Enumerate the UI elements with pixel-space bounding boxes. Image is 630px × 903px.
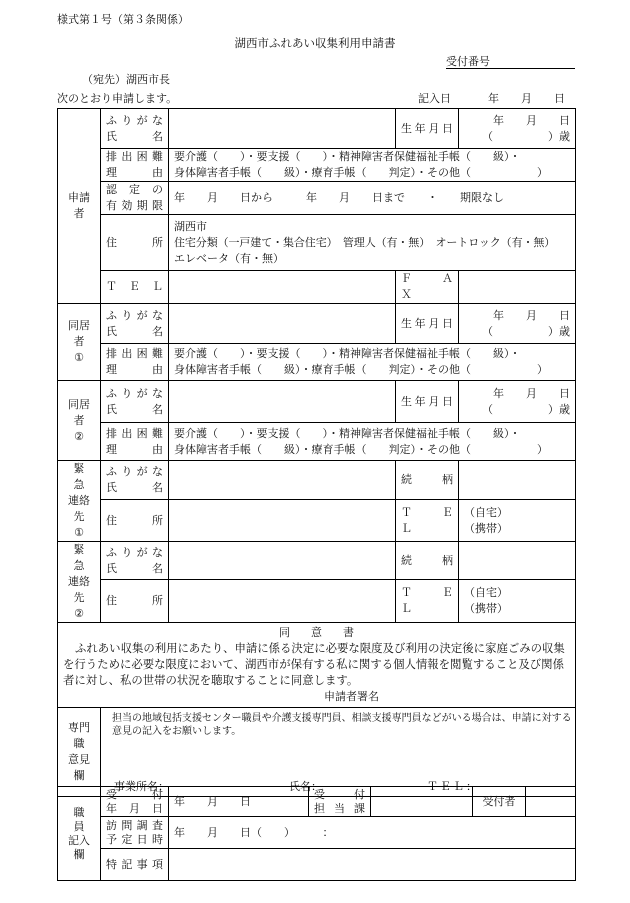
- home-phone-label: （自宅）: [464, 506, 508, 519]
- relationship-label-text: 続 柄: [401, 554, 453, 567]
- birth-ymd: 年 月 日: [493, 309, 570, 322]
- difficulty-line-1: 要介護（ ）・要支援（ ）・精神障害者保健福祉手帳（ 級）・: [174, 151, 521, 163]
- cohabitant-2-difficulty-label: [101, 423, 169, 461]
- cohabitant-2-name-label: [101, 381, 169, 423]
- signature-label: 申請者署名: [324, 691, 379, 703]
- emergency-2-label-2: 連絡先: [68, 576, 90, 604]
- received-dept-label-1: 受 付: [314, 788, 365, 801]
- received-dept-field: [371, 787, 473, 817]
- emergency-1-label-2: 連絡先: [68, 495, 90, 523]
- address-line-2: 住宅分類（一戸建て・集合住宅） 管理人（有・無） オートロック（有・無）: [174, 236, 556, 249]
- fax-label-text: Ｆ Ａ Ｘ: [401, 273, 464, 301]
- furigana-label: ふりがな: [106, 114, 163, 127]
- professional-instruction-line-1: 担当の地域包括支援センター職員や介護支援専門員、相談支援専門員などがいる場合は、申請に対する: [112, 712, 572, 724]
- emergency-1-tel-field: [459, 500, 576, 542]
- cohabitant-1-section-label: [58, 304, 101, 381]
- mobile-phone-label: （携帯）: [464, 603, 508, 616]
- application-table: [57, 108, 576, 797]
- difficulty-line-1: 要介護（ ）・要支援（ ）・精神障害者保健福祉手帳（ 級）・: [174, 348, 521, 360]
- consent-line-3: 者に対し、私の世帯の状況を聴取することに同意します。: [63, 675, 359, 687]
- birthdate-label-text: 生年月日: [401, 122, 453, 135]
- staff-section-label: [58, 787, 101, 881]
- cohabitant-1-number: ①: [74, 352, 84, 364]
- professional-row: [58, 708, 576, 797]
- applicant-name-row: [58, 109, 576, 149]
- professional-opinion-field: [101, 708, 576, 797]
- emergency-2-address-label: [101, 580, 169, 623]
- applicant-tel-row: [58, 271, 576, 304]
- staff-label-2: 記入欄: [68, 834, 90, 861]
- cohabitant-1-birthdate-field: [459, 304, 576, 344]
- entry-date-fields: 年 月 日: [488, 93, 565, 105]
- applicant-name-field: [169, 109, 396, 149]
- applicant-fax-field: [459, 271, 576, 304]
- emergency-2-name-label: [101, 542, 169, 580]
- applicant-difficulty-label: [101, 149, 169, 182]
- emergency-1-address-row: [58, 500, 576, 542]
- applicant-fax-label: [396, 271, 464, 304]
- notes-field: [169, 849, 576, 881]
- cohabitant-2-name-field: [169, 381, 396, 423]
- cert-label-1: 認定の: [106, 184, 163, 196]
- difficulty-label-2: 理 由: [106, 443, 163, 456]
- professional-instructions: [112, 712, 572, 738]
- difficulty-label-2: 理 由: [106, 364, 163, 376]
- address-line-1: 湖西市: [174, 220, 207, 233]
- applicant-cert-row: [58, 182, 576, 215]
- cohabitant-2-difficulty-row: [58, 423, 576, 461]
- applicant-address-row: [58, 215, 576, 271]
- difficulty-label-2: 理 由: [106, 167, 163, 179]
- emergency-1-relationship-label: [396, 461, 459, 500]
- mobile-phone-label: （携帯）: [464, 522, 508, 535]
- name-label: 氏 名: [106, 482, 163, 495]
- cohabitant-2-birthdate-label: [396, 381, 459, 423]
- professional-section-label: [58, 708, 101, 797]
- cohabitant-2-name-row: [58, 381, 576, 423]
- received-dept-label: [309, 787, 371, 817]
- receipt-number-label: 受付番号: [446, 56, 490, 68]
- received-row: [58, 787, 576, 817]
- emergency-2-label-1: 緊 急: [73, 544, 96, 572]
- intro-text: 次のとおり申請します。: [57, 93, 178, 105]
- office-name-label: 事業所名：: [114, 780, 169, 793]
- birth-ymd: 年 月 日: [493, 387, 570, 400]
- address-label-text: 住 所: [106, 595, 163, 608]
- cohabitant-1-birthdate-label: [396, 304, 459, 344]
- furigana-label: ふりがな: [106, 466, 163, 479]
- age: （ ）歳: [482, 130, 570, 143]
- emergency-1-address-label: [101, 500, 169, 542]
- furigana-label: ふりがな: [106, 387, 163, 400]
- cohabitant-1-label: 同居者: [68, 320, 90, 348]
- emergency-1-name-row: [58, 461, 576, 500]
- emergency-1-address-field: [169, 500, 396, 542]
- applicant-tel-label: [101, 271, 169, 304]
- name-label: 氏 名: [106, 325, 163, 338]
- birthdate-label-text: 生年月日: [401, 395, 453, 408]
- received-date-label: [101, 787, 169, 817]
- emergency-1-name-label: [101, 461, 169, 500]
- emergency-1-label-1: 緊 急: [73, 463, 96, 491]
- emergency-2-number: ②: [74, 608, 84, 620]
- cohabitant-1-difficulty-label: [101, 344, 169, 381]
- emergency-2-tel-label: [396, 580, 464, 623]
- professional-label-1: 専門職: [68, 722, 90, 750]
- staff-label-1: 職 員: [73, 806, 96, 833]
- cohabitant-1-name-field: [169, 304, 396, 344]
- received-dept-label-2: 担当課: [314, 802, 365, 815]
- emergency-2-section-label: [58, 542, 101, 623]
- emergency-1-relationship-field: [459, 461, 576, 500]
- emergency-1-number: ①: [74, 527, 84, 539]
- emergency-2-name-row: [58, 542, 576, 580]
- visit-label-1: 訪問調査: [106, 819, 163, 832]
- emergency-2-tel-field: [459, 580, 576, 623]
- emergency-2-address-field: [169, 580, 396, 623]
- name-label: 氏 名: [106, 403, 163, 416]
- applicant-cert-field: 年 月 日から 年 月 日まで ・ 期限なし: [169, 182, 576, 215]
- tel-label-text: Ｔ Ｅ Ｌ: [106, 281, 163, 293]
- applicant-difficulty-field: [169, 149, 576, 182]
- received-date-field: 年 月 日: [169, 787, 309, 817]
- address-label-text: 住 所: [106, 514, 163, 527]
- difficulty-line-2: 身体障害者手帳（ 級）・療育手帳（ 判定）・その他（ ）: [174, 364, 548, 376]
- visit-row: [58, 817, 576, 849]
- cohabitant-1-name-row: [58, 304, 576, 344]
- received-date-label-2: 年 月 日: [106, 802, 163, 815]
- notes-row: [58, 849, 576, 881]
- applicant-birthdate-field: [459, 109, 576, 149]
- consent-heading: 同 意 書: [279, 627, 359, 639]
- relationship-label-text: 続 柄: [401, 474, 453, 487]
- form-title: 湖西市ふれあい収集利用申請書: [234, 38, 396, 50]
- emergency-1-tel-label: [396, 500, 464, 542]
- emergency-2-relationship-label: [396, 542, 459, 580]
- consent-line-2: を行うために必要な限度において、湖西市が保有する私に関する個人情報を閲覧すること及び関係: [63, 659, 564, 671]
- applicant-name-label: [101, 109, 169, 149]
- professional-opinion-box: [106, 709, 570, 796]
- visit-label: [101, 817, 169, 849]
- visit-field: 年 月 日（ ） ：: [169, 817, 576, 849]
- birth-ymd: 年 月 日: [493, 114, 570, 127]
- tel-label-text: Ｔ Ｅ Ｌ: [401, 506, 464, 535]
- cohabitant-1-difficulty-row: [58, 344, 576, 381]
- address-label-text: 住 所: [106, 236, 163, 249]
- cohabitant-1-difficulty-field: [169, 344, 576, 381]
- receiver-label: 受付者: [473, 787, 526, 817]
- notes-label-text: 特記事項: [106, 858, 163, 871]
- cert-label-2: 有効期限: [106, 200, 163, 212]
- name-label: 氏 名: [106, 562, 163, 575]
- emergency-2-name-field: [169, 542, 396, 580]
- furigana-label: ふりがな: [106, 546, 163, 559]
- addressee: （宛先）湖西市長: [82, 74, 170, 86]
- home-phone-label: （自宅）: [464, 587, 508, 600]
- professional-instruction-line-2: 意見の記入をお願いします。: [112, 725, 242, 737]
- age: （ ）歳: [482, 325, 570, 338]
- applicant-section-label-text: 申請者: [68, 192, 90, 220]
- emergency-2-address-row: [58, 580, 576, 623]
- address-line-3: エレベータ（有・無）: [174, 252, 284, 265]
- applicant-address-label: [101, 215, 169, 271]
- notes-label: [101, 849, 169, 881]
- professional-tel-label: ＴＥＬ：: [427, 780, 479, 793]
- consent-line-1: ふれあい収集の利用にあたり、申請に係る決定に必要な限度及び利用の決定後に家庭ごみの収集: [75, 643, 565, 655]
- cohabitant-2-label: 同居者: [68, 398, 90, 427]
- difficulty-line-1: 要介護（ ）・要支援（ ）・精神障害者保健福祉手帳（ 級）・: [174, 427, 521, 440]
- tel-label-text: Ｔ Ｅ Ｌ: [401, 587, 464, 616]
- form-number: 様式第１号（第３条関係）: [57, 14, 189, 26]
- name-label: 氏 名: [106, 130, 163, 143]
- difficulty-label-1: 排出困難: [106, 151, 163, 163]
- emergency-1-name-field: [169, 461, 396, 500]
- applicant-difficulty-row: [58, 149, 576, 182]
- entry-date-label: 記入日: [418, 93, 451, 105]
- cohabitant-2-section-label: [58, 381, 101, 461]
- receipt-number-field: [446, 55, 575, 69]
- cohabitant-1-name-label: [101, 304, 169, 344]
- staff-entry-table: [57, 786, 576, 881]
- birthdate-label-text: 生年月日: [401, 317, 453, 330]
- consent-row: [58, 623, 576, 708]
- visit-label-2: 予定日時: [106, 833, 163, 846]
- received-date-label-1: 受 付: [106, 788, 163, 801]
- cohabitant-2-difficulty-field: [169, 423, 576, 461]
- applicant-birthdate-label: [396, 109, 459, 149]
- difficulty-label-1: 排出困難: [106, 348, 163, 360]
- applicant-address-field: [169, 215, 576, 271]
- emergency-2-relationship-field: [459, 542, 576, 580]
- difficulty-label-1: 排出困難: [106, 427, 163, 440]
- cohabitant-2-number: ②: [74, 430, 84, 443]
- professional-label-2: 意見欄: [68, 754, 90, 782]
- difficulty-line-2: 身体障害者手帳（ 級）・療育手帳（ 判定）・その他（ ）: [174, 167, 548, 179]
- receiver-field: [526, 787, 576, 817]
- difficulty-line-2: 身体障害者手帳（ 級）・療育手帳（ 判定）・その他（ ）: [174, 443, 548, 456]
- emergency-1-section-label: [58, 461, 101, 542]
- age: （ ）歳: [482, 403, 570, 416]
- furigana-label: ふりがな: [106, 309, 163, 322]
- professional-name-label: 氏名：: [289, 780, 322, 793]
- cohabitant-2-birthdate-field: [459, 381, 576, 423]
- applicant-tel-field: [169, 271, 396, 304]
- consent-section: [58, 623, 576, 708]
- applicant-cert-label: [101, 182, 169, 215]
- applicant-section-label: [58, 109, 101, 304]
